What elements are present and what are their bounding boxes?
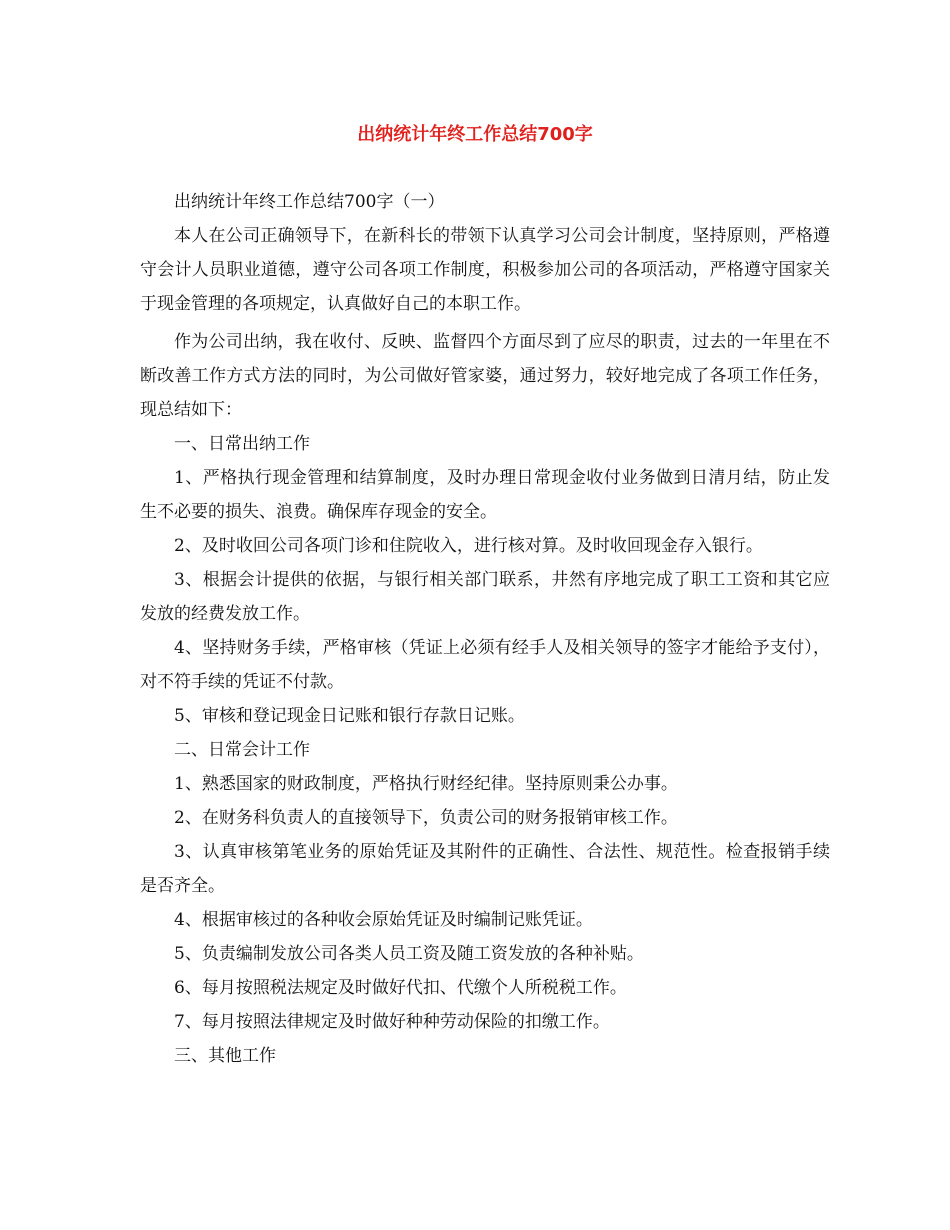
- document-title: 出纳统计年终工作总结700字: [357, 124, 593, 145]
- accounting-item-7: 7、每月按照法律规定及时做好种种劳动保险的扣缴工作。: [174, 1012, 610, 1032]
- intro-paragraph: 本人在公司正确领导下，在新科长的带领下认真学习公司会计制度，坚持原则，严格遵守会计人员职业道德，遵守公司各项工作制度，积极参加公司的各项活动，严格遵守国家关于现金管理的各项规定，认真做好自己的本职工作。: [140, 226, 830, 314]
- accounting-item-3: 3、认真审核第笔业务的原始凭证及其附件的正确性、合法性、规范性。检查报销手续是否齐全。: [140, 842, 830, 896]
- accounting-item-6: 6、每月按照税法规定及时做好代扣、代缴个人所税税工作。: [174, 978, 627, 998]
- section-heading-cashier-work: 一、日常出纳工作: [174, 434, 310, 454]
- section-heading-part-one: 出纳统计年终工作总结700字（一）: [174, 192, 445, 212]
- summary-paragraph: 作为公司出纳，我在收付、反映、监督四个方面尽到了应尽的职责，过去的一年里在不断改善工作方式方法的同时，为公司做好管家婆，通过努力，较好地完成了各项工作任务，现总结如下：: [140, 332, 830, 420]
- cashier-item-5: 5、审核和登记现金日记账和银行存款日记账。: [174, 706, 525, 726]
- cashier-item-2: 2、及时收回公司各项门诊和住院收入，进行核对算。及时收回现金存入银行。: [174, 536, 763, 556]
- section-heading-accounting-work: 二、日常会计工作: [174, 740, 310, 760]
- accounting-item-4: 4、根据审核过的各种收会原始凭证及时编制记账凭证。: [174, 910, 593, 930]
- accounting-item-2: 2、在财务科负责人的直接领导下，负责公司的财务报销审核工作。: [174, 808, 678, 828]
- cashier-item-1: 1、严格执行现金管理和结算制度，及时办理日常现金收付业务做到日清月结，防止发生不必要的损失、浪费。确保库存现金的安全。: [140, 468, 830, 522]
- cashier-item-3: 3、根据会计提供的依据，与银行相关部门联系，井然有序地完成了职工工资和其它应发放的经费发放工作。: [140, 570, 830, 624]
- document-body: [140, 185, 830, 1073]
- section-heading-other-work: 三、其他工作: [174, 1046, 276, 1066]
- cashier-item-4: 4、坚持财务手续，严格审核（凭证上必须有经手人及相关领导的签字才能给予支付），对不符手续的凭证不付款。: [140, 638, 830, 692]
- accounting-item-1: 1、熟悉国家的财政制度，严格执行财经纪律。坚持原则秉公办事。: [174, 774, 678, 794]
- accounting-item-5: 5、负责编制发放公司各类人员工资及随工资发放的各种补贴。: [174, 944, 644, 964]
